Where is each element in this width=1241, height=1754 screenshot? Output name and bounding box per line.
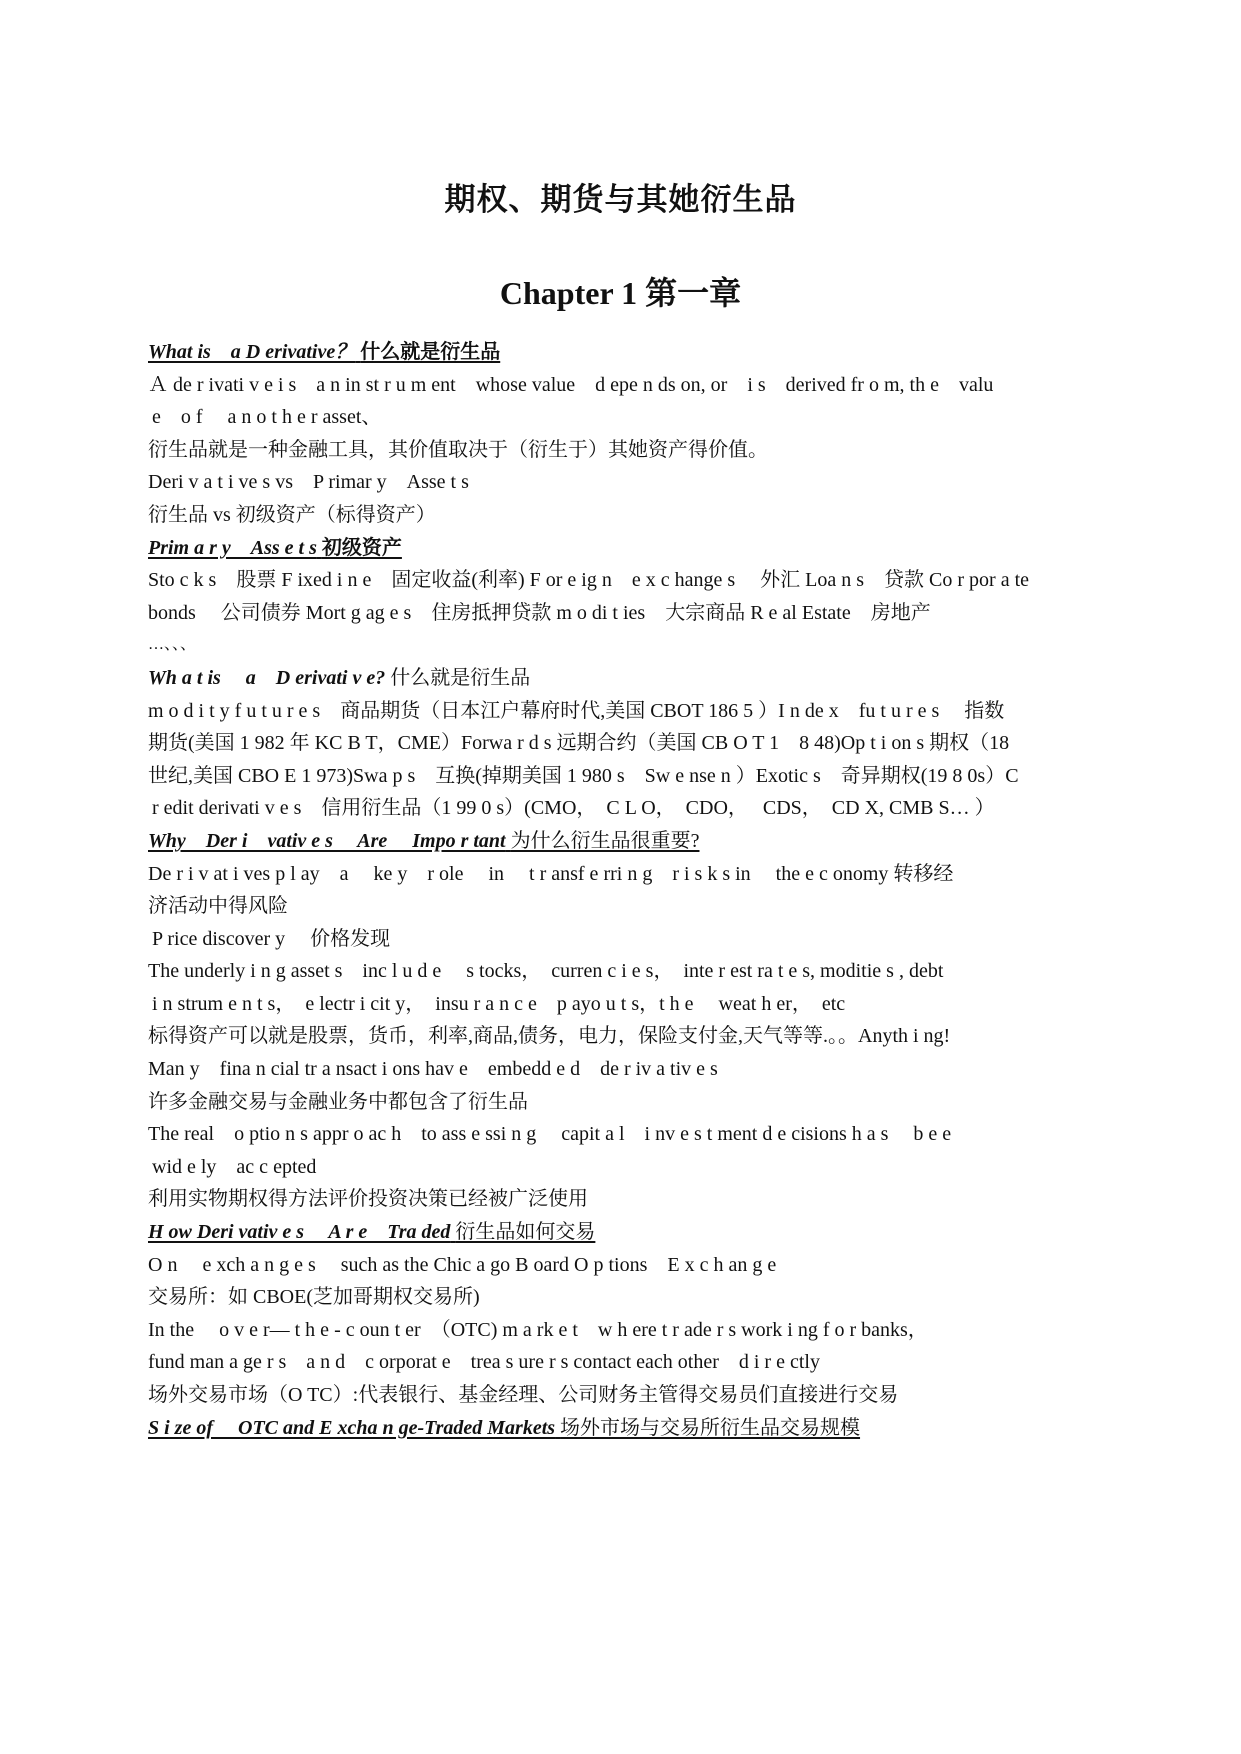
primary-assets-line-2: bonds 公司债券 Mort g ag e s 住房抵押贷款 m o di t ies 大宗商品 R e al Estate 房地产 [148,601,931,624]
section-heading-size-markets [148,1412,1098,1445]
why-important-line-3: P rice discover y 价格发现 [152,927,391,950]
why-important-line-6: 标得资产可以就是股票，货币，利率,商品,债务，电力，保险支付金,天气等等.。。Anyth i ng! [148,1025,951,1048]
definition-en-line-2: e o f a n o t h e r asset、 [152,406,382,429]
section-heading-en: Why Der i vativ e s Are Impo r tant [148,829,506,852]
derivative-types-line-3: 世纪,美国 CBO E 1 973)Swa p s 互换(掉期美国 1 980 s Sw e nse n ）Exotic s 奇异期权(19 8 0s）C [148,764,1019,787]
section-heading-en: H ow Deri vativ e s A r e Tra ded [148,1221,451,1244]
primary-assets-ellipsis: …、、、 [148,636,197,654]
derivative-types-line-2: 期货(美国 1 982 年 KC B T，CME）Forwa r d s 远期合约（美国 CB O T 1 8 48)Op t i on s 期权（18 [148,732,1010,755]
how-traded-line-1: O n e xch a n g e s such as the Chic a go B oard O p tions E x c h an g e [148,1253,777,1276]
document-title: 期权、期货与其她衍生品 [444,182,797,217]
section-heading-what-is-derivative-2 [148,662,1098,695]
how-traded-line-2: 交易所：如 CBOE(芝加哥期权交易所) [148,1286,480,1309]
how-traded-line-4: fund man a ge r s a n d c orporat e trea s ure r s contact each other d i r e ctly [148,1351,820,1374]
why-important-line-5: i n strum e n t s， e lectr i cit y， insu r a n c e p ayo u t s，t h e weat h er， etc [152,992,846,1015]
section-heading-en: What is a D erivative？ [148,341,356,363]
why-important-line-7: Man y fina n cial tr a nsact i ons hav e embedd e d de r iv a tiv e s [148,1058,718,1081]
why-important-line-2: 济活动中得风险 [148,895,288,918]
section-heading-zh: 初级资产 [321,536,402,559]
derivative-types-line-1: m o d i t y f u t u r e s 商品期货（日本江户幕府时代,美国 CBOT 186 5 ）I n de x fu t u r e s 指数 [148,699,1005,722]
why-important-line-8: 许多金融交易与金融业务中都包含了衍生品 [148,1090,528,1113]
why-important-line-11: 利用实物期权得方法评价投资决策已经被广泛使用 [148,1188,588,1211]
definition-en-line-1: Ａ de r ivati v e i s a n in st r u m ent whose value d epe n ds on, or i s derived fr o m, th e valu [148,373,994,396]
why-important-line-4: The underly i n g asset s inc l u d e s tocks， curren c i e s， inte r est ra t e s, moditie s , debt [148,960,944,983]
definition-zh: 衍生品就是一种金融工具，其价值取决于（衍生于）其她资产得价值。 [148,438,768,461]
section-heading-why-important [148,825,1098,858]
why-important-line-10: wid e ly ac c epted [152,1155,317,1178]
chapter-title: Chapter 1 第一章 [499,275,742,311]
document-body [148,336,1098,1444]
derivative-types-line-4: r edit derivati v e s 信用衍生品（1 99 0 s）(CMO， C L O， CDO， CDS， CD X, CMB S… ） [152,797,995,820]
primary-assets-line-1: Sto c k s 股票 F ixed i n e 固定收益(利率) F or e ig n e x c hange s 外汇 Loa n s 贷款 Co r por a te [148,569,1030,592]
derivatives-vs-primary-en: Deri v a t i ve s vs P rimar y Asse t s [148,471,469,494]
section-heading-how-traded [148,1216,1098,1249]
why-important-line-9: The real o ptio n s appr o ac h to ass e ssi n g capit a l i nv e s t ment d e cisions h a s b e e [148,1123,952,1146]
section-heading-zh: 为什么衍生品很重要? [510,829,700,852]
section-heading-en: S i ze of OTC and E xcha n ge-Traded Markets [148,1416,556,1439]
section-heading-zh: 衍生品如何交易 [455,1221,596,1244]
section-heading-zh: 场外市场与交易所衍生品交易规模 [560,1416,861,1439]
section-heading-en: Prim a r y Ass e t s [148,536,317,559]
section-heading-en: Wh a t is a D erivati v e? [148,666,386,689]
section-heading-what-is-derivative [148,336,1098,369]
section-heading-zh: 什么就是衍生品 [360,341,501,363]
how-traded-line-3: In the o v e r— t h e - c oun t er （OTC) m a rk e t w h ere t r ade r s work i ng f o r banks， [148,1318,928,1341]
section-heading-zh: 什么就是衍生品 [390,666,531,689]
why-important-line-1: De r i v at i ves p l ay a ke y r ole in t r ansf e rri n g r i s k s in the e c onomy 转移经 [148,862,954,885]
derivatives-vs-primary-zh: 衍生品 vs 初级资产（标得资产） [148,503,436,526]
section-heading-primary-assets [148,532,1098,565]
how-traded-line-5: 场外交易市场（O TC）:代表银行、基金经理、公司财务主管得交易员们直接进行交易 [148,1384,899,1406]
